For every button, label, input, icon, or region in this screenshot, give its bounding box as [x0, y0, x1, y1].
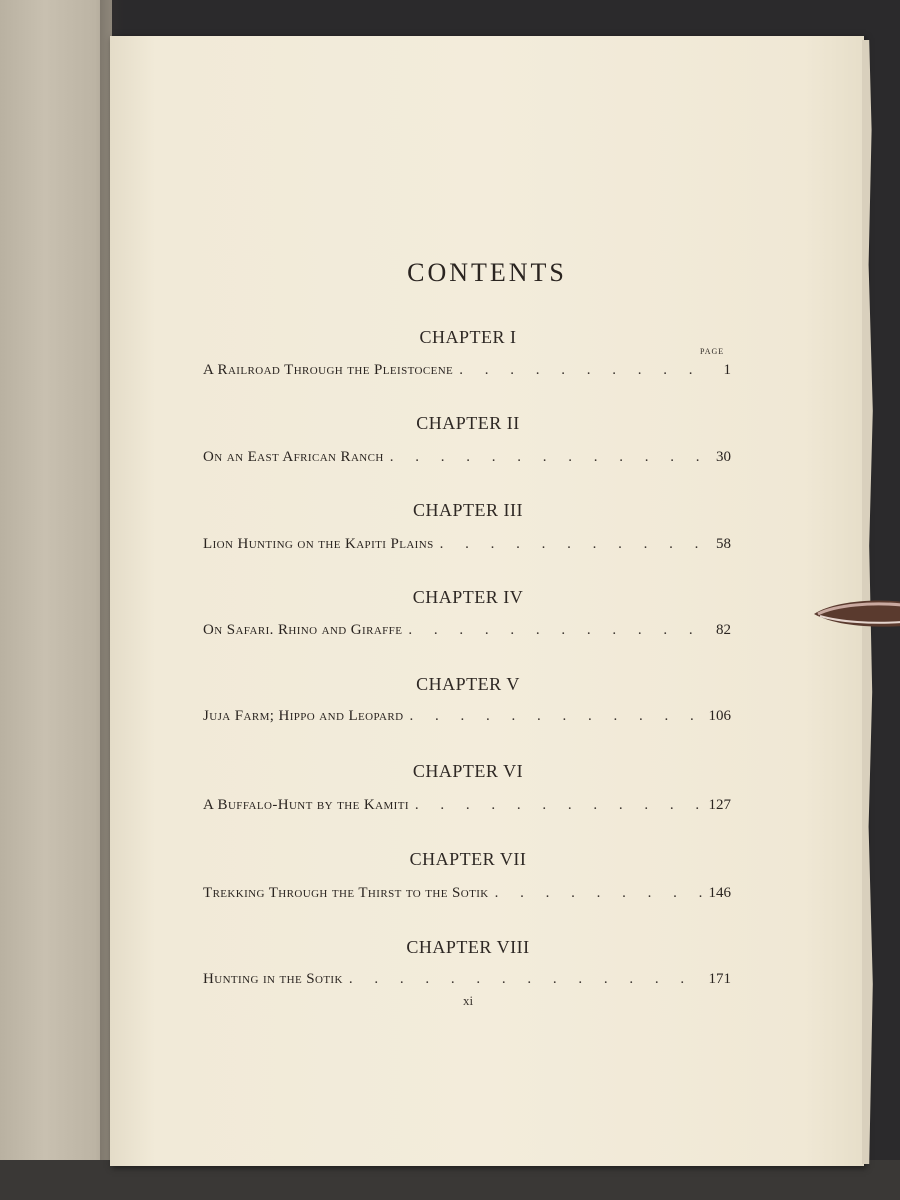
leader-dots [390, 449, 705, 466]
toc-entry-page: 171 [708, 971, 731, 987]
leader-dots [415, 797, 703, 814]
toc-entry-title: Lion Hunting on the Kapiti Plains [203, 536, 434, 552]
chapter-heading: CHAPTER III [413, 500, 523, 520]
toc-entry[interactable] [203, 708, 731, 730]
toc-entry[interactable] [203, 449, 731, 471]
toc-entry-page: 127 [708, 797, 731, 813]
leader-dots [459, 362, 705, 379]
toc-entry-page: 58 [716, 536, 731, 552]
leader-dots [495, 885, 703, 902]
leader-dots [349, 971, 703, 988]
toc-entry[interactable] [203, 797, 731, 819]
toc-entry-title: A Railroad Through the Pleistocene [203, 362, 454, 378]
chapter-heading: CHAPTER VIII [406, 937, 530, 957]
page-title: CONTENTS [407, 258, 567, 287]
toc-entry-page: 106 [708, 708, 731, 724]
toc-entry-title: A Buffalo-Hunt by the Kamiti [203, 797, 409, 813]
leader-dots [440, 536, 705, 553]
toc-entry[interactable] [203, 536, 731, 558]
toc-entry-title: Juja Farm; Hippo and Leopard [203, 708, 404, 724]
toc-entry-page: 82 [716, 622, 731, 638]
chapter-heading: CHAPTER I [419, 327, 517, 347]
page-number-folio: xi [462, 993, 474, 1008]
toc-entry-title: On an East African Ranch [203, 449, 384, 465]
toc-entry-title: On Safari. Rhino and Giraffe [203, 622, 403, 638]
chapter-heading: CHAPTER V [416, 674, 520, 694]
chapter-heading: CHAPTER II [416, 413, 520, 433]
leader-dots [409, 708, 702, 725]
toc-entry-title: Hunting in the Sotik [203, 971, 343, 987]
chapter-heading: CHAPTER VII [409, 849, 527, 869]
page-column-label: PAGE [700, 347, 725, 356]
toc-entry-page: 146 [708, 885, 731, 901]
toc-entry[interactable] [203, 971, 731, 993]
chapter-heading: CHAPTER IV [412, 587, 524, 607]
toc-entry[interactable] [203, 622, 731, 644]
toc-entry[interactable] [203, 885, 731, 907]
chapter-heading: CHAPTER VI [412, 761, 524, 781]
toc-entry[interactable] [203, 362, 731, 384]
background-surface [0, 1160, 900, 1200]
toc-entry-page: 30 [716, 449, 731, 465]
toc-entry-page: 1 [723, 362, 731, 378]
left-page [0, 0, 112, 1200]
leader-dots [408, 622, 705, 639]
toc-entry-title: Trekking Through the Thirst to the Sotik [203, 885, 489, 901]
